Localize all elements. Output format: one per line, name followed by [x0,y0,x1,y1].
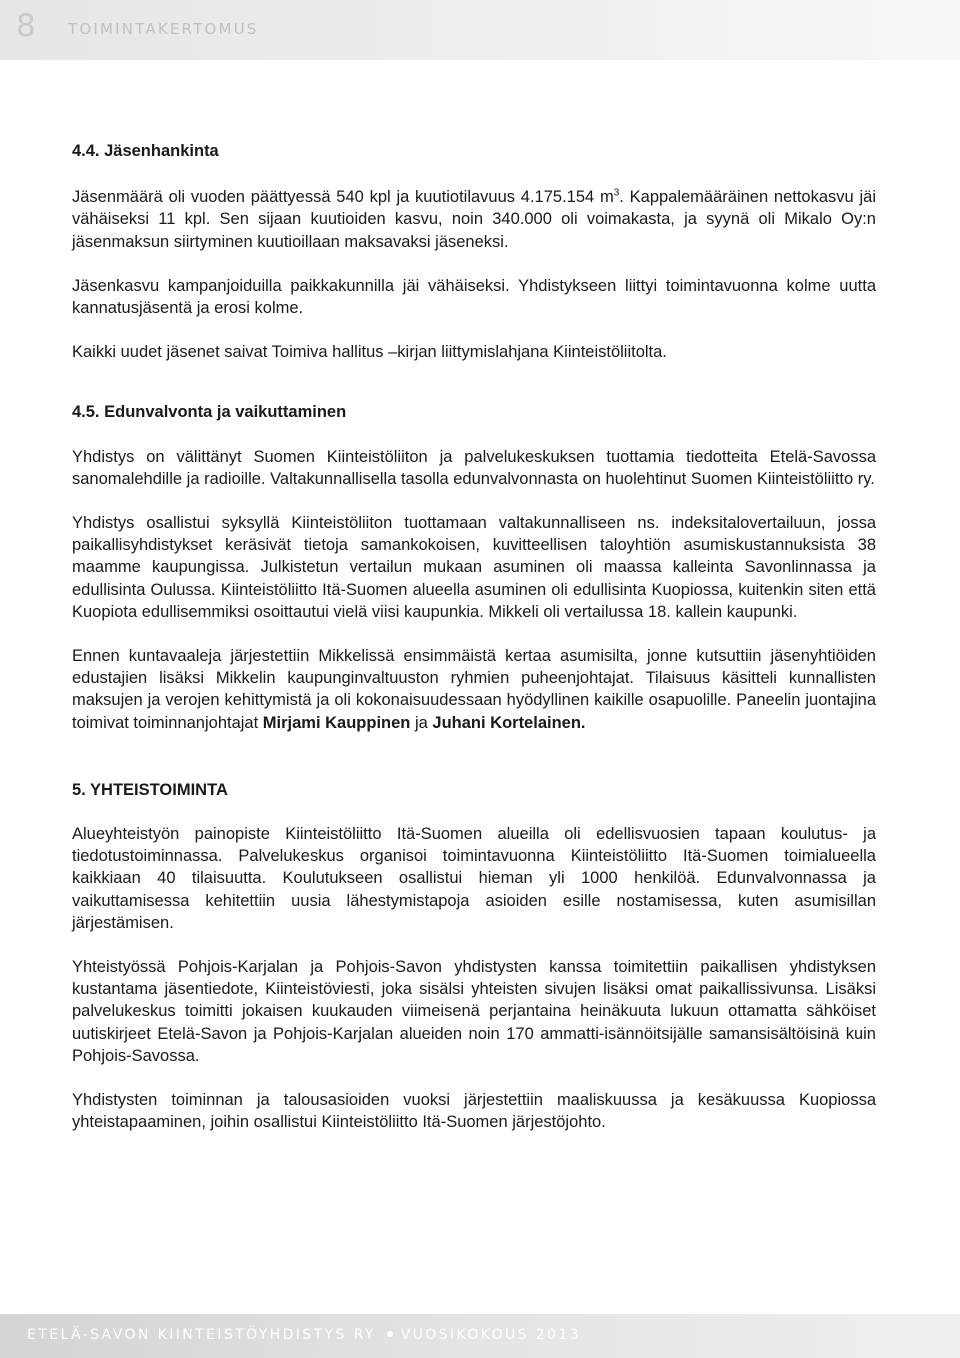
section-heading-4-4: 4.4. Jäsenhankinta [72,142,219,160]
paragraph: Yhdistys osallistui syksyllä Kiinteistöliiton tuottamaan valtakunnalliseen ns. indeksitalovertailuun, jossa paikallisyhdistykset keräsivät tietoja samankokoisen, kuvitteellisen taloyhtiön asumiskustannuksista 38 maamme kaupungissa. Julkistetun vertailun mukaan asuminen oli maassa kalleinta Savonlinnassa ja edullisinta Oulussa. Kiinteistöliitto Itä-Suomen alueella asuminen oli edullisinta Kuopiossa, kuitenkin siten että Kuopiota edullisemmiksi osoittautui vielä viisi kaupunkia. Mikkeli oli vertailussa 18. kallein kaupunki. [72,514,876,621]
superscript: 3 [613,187,620,199]
header-bar [0,0,960,60]
text-run: Jäsenmäärä oli vuoden päättyessä 540 kpl ja kuutiotilavuus 4.175.154 m [72,188,614,207]
person-name: Mirjami Kauppinen [262,713,411,732]
paragraph: Jäsenkasvu kampanjoiduilla paikkakunnilla jäi vähäiseksi. Yhdistykseen liittyi toimintavuonna kolme uutta kannatusjäsentä ja erosi kolme. [72,276,876,318]
page-number: 8 [16,8,36,44]
footer-text [27,1327,581,1343]
paragraph: Yhdistys on välittänyt Suomen Kiinteistöliiton ja palvelukeskuksen tuottamia tiedotteita Etelä-Savossa sanomalehdille ja radioille. Valtakunnallisella tasolla edunvalvonnasta on huolehtinut Suomen Kiinteistöliitto ry. [72,447,876,488]
footer-bar [0,1314,960,1358]
running-head: TOIMINTAKERTOMUS [68,20,259,38]
document-body [72,140,876,1134]
paragraph [72,186,876,253]
bullet-dot-icon [387,1331,393,1337]
paragraph: Kaikki uudet jäsenet saivat Toimiva hallitus –kirjan liittymislahjana Kiinteistöliitolta. [72,343,667,362]
text-run: ja [410,713,433,732]
paragraph: Alueyhteistyön painopiste Kiinteistöliitto Itä-Suomen alueilla oli edellisvuosien tapaan koulutus- ja tiedotustoiminnassa. Palvelukeskus organisoi toimintavuonna Kiinteistöliitto Itä-Suomen toimialueella kaikkiaan 40 tilaisuutta. Koulutukseen osallistui hieman yli 1000 henkilöä. Edunvalvonnassa ja vaikuttamisessa kehitettiin uusia lähestymistapoja asioiden esille nostamisessa, kuten asumisillan järjestämisen. [72,825,876,932]
text-run: . Kappalemääräinen nettokasvu jäi vähäiseksi 11 kpl. Sen sijaan kuutioiden kasvu, noin 340.000 oli voimakasta, ja syynä oli Mikalo Oy:n jäsenmaksun siirtyminen kuutioillaan maksavaksi jäseneksi. [72,188,876,251]
paragraph: Yhteistyössä Pohjois-Karjalan ja Pohjois-Savon yhdistysten kanssa toimitettiin paikallisen yhdistyksen kustantama jäsentiedote, Kiinteistöviesti, joka sisälsi yhteisten sivujen lisäksi omat paikallissivunsa. Lisäksi palvelukeskus toimitti jokaisen kuukauden viimeisenä perjantaina heinäkuuta lukuun ottamatta sähköiset uutiskirjeet Etelä-Savon ja Pohjois-Karjalan alueiden noin 170 ammatti-isännöitsijälle samansisältöisinä kuin Pohjois-Savossa. [72,958,876,1065]
section-heading-5: 5. YHTEISTOIMINTA [72,780,228,799]
section-heading-4-5: 4.5. Edunvalvonta ja vaikuttaminen [72,403,347,422]
footer-org: ETELÄ-SAVON KIINTEISTÖYHDISTYS RY [27,1327,376,1343]
footer-event: VUOSIKOKOUS 2013 [400,1327,582,1343]
paragraph [72,645,876,734]
paragraph: Yhdistysten toiminnan ja talousasioiden vuoksi järjestettiin maaliskuussa ja kesäkuussa Kuopiossa yhteistapaaminen, joihin osallistui Kiinteistöliitto Itä-Suomen järjestöjohto. [72,1091,876,1132]
person-name: Juhani Kortelainen. [432,713,586,732]
text-run: Ennen kuntavaaleja järjestettiin Mikkelissä ensimmäistä kertaa asumisilta, jonne kutsuttiin jäsenyhtiöiden edustajien lisäksi Mikkelin kaupunginvaltuuston ryhmien puheenjohtajat. Tilaisuus käsitteli kunnallisten maksujen ja verojen kehittymistä ja oli kokonaisuudessaan hyödyllinen kaikille osapuolille. Paneelin juontajina toimivat toiminnanjohtajat [72,647,876,732]
